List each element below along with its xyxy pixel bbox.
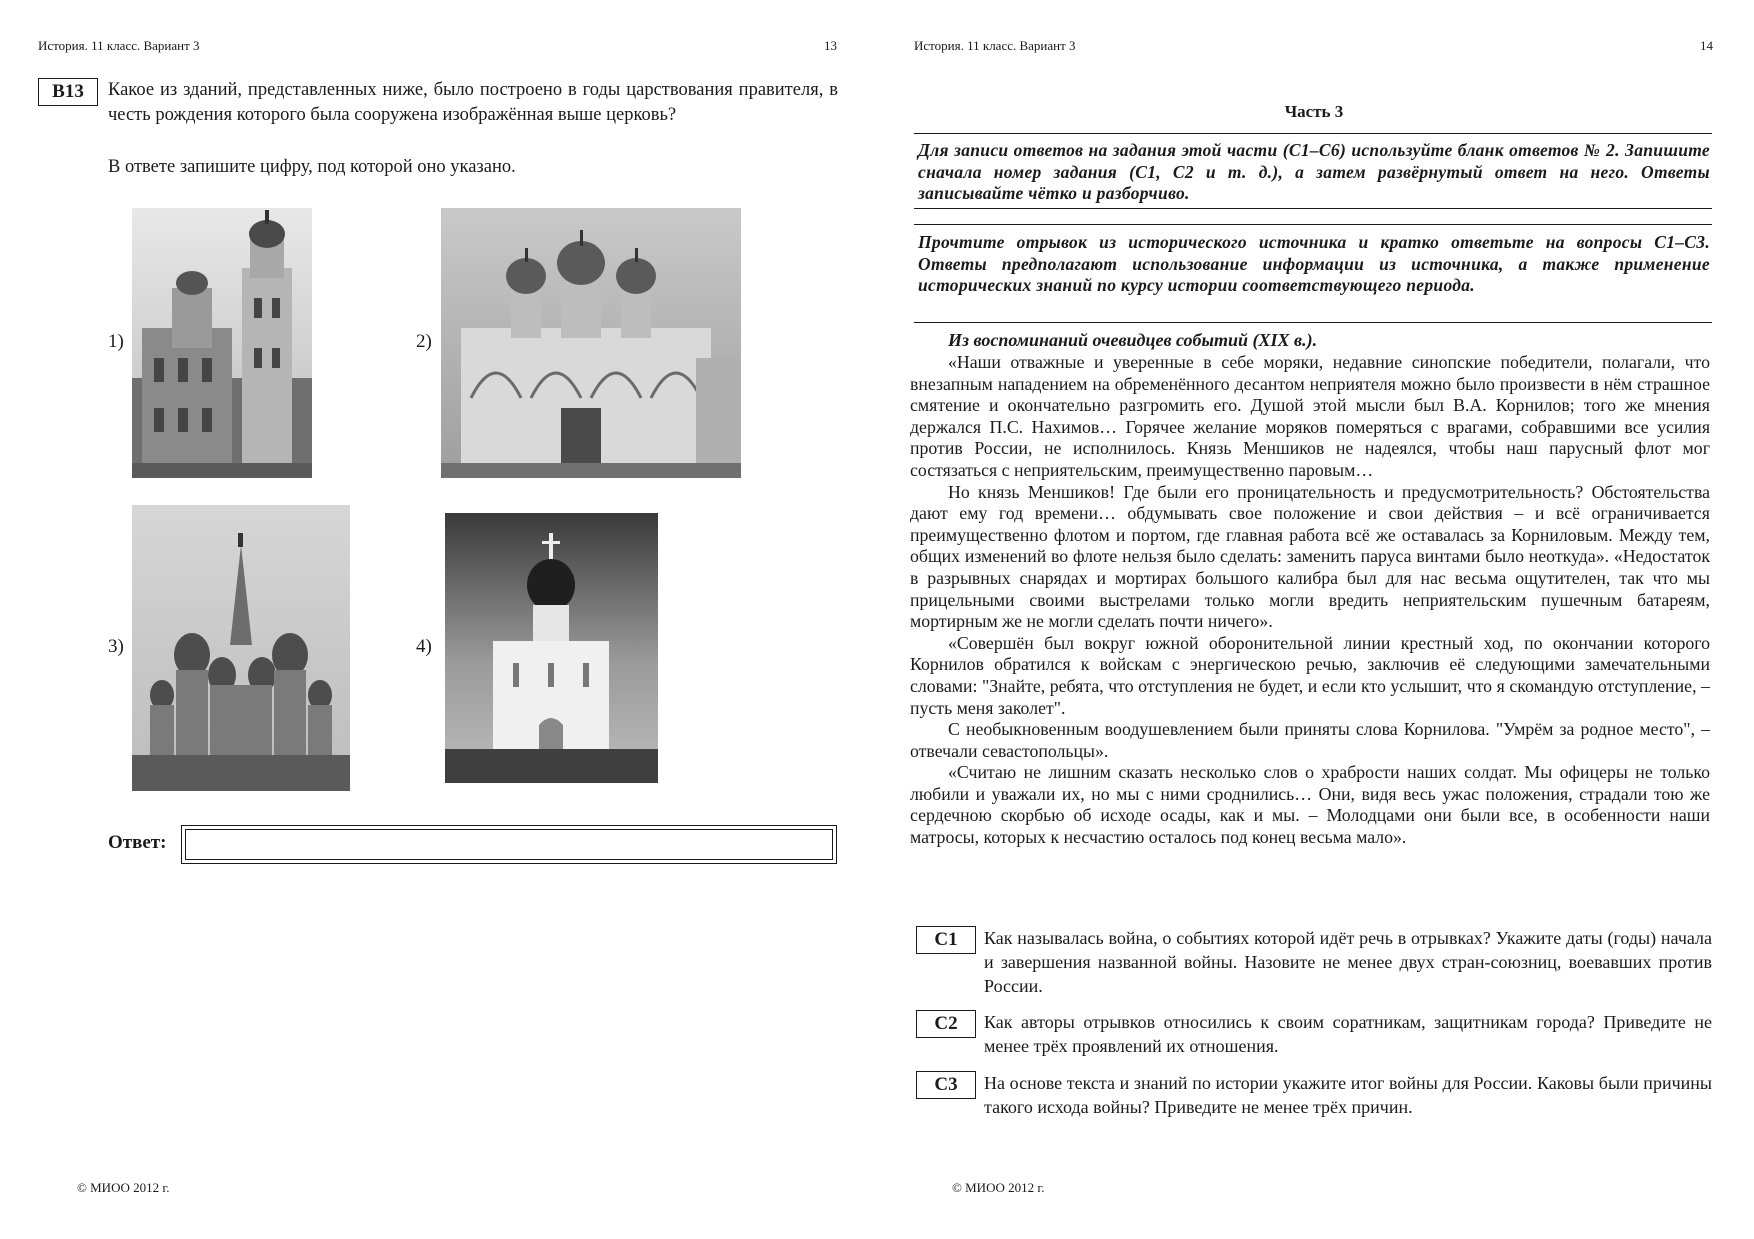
option-3-label: 3) <box>108 636 124 657</box>
question-c3-text: На основе текста и знаний по истории укажите итог войны для России. Каковы были причины такого исхода войны? Приведите не менее трёх причин. <box>984 1073 1712 1117</box>
answer-input-inner-border <box>185 829 833 860</box>
option-2-label: 2) <box>416 331 432 352</box>
church-of-intercession-on-nerl-photo <box>445 513 658 783</box>
question-c1-text: Как называлась война, о событиях которой идёт речь в отрывках? Укажите даты (годы) начала и завершения названной войны. Назовите не менее двух стран-союзниц, воевавших против России. <box>984 928 1712 996</box>
ivan-the-great-bell-tower-photo <box>132 208 312 478</box>
st-basils-cathedral-photo <box>132 505 350 791</box>
question-b13-instruction: В ответе запишите цифру, под которой оно указано. <box>108 157 516 177</box>
question-b13-text: Какое из зданий, представленных ниже, было построено в годы царствования правителя, в честь рождения которого была сооружена изображённая выше церковь? <box>108 80 838 125</box>
question-badge-c2: C2 <box>916 1010 976 1038</box>
option-4-label: 4) <box>416 636 432 657</box>
source-title: Из воспоминаний очевидцев событий (XIX в.). <box>948 330 1318 350</box>
left-page-footer: © МИОО 2012 г. <box>77 1180 170 1195</box>
question-badge-c1: C1 <box>916 926 976 954</box>
answer-label: Ответ: <box>108 832 167 853</box>
question-badge-b13: B13 <box>38 78 98 106</box>
instruction-2-top-rule <box>914 224 1712 225</box>
instruction-1-top-rule <box>914 133 1712 134</box>
option-1-label: 1) <box>108 331 124 352</box>
source-text <box>910 352 1710 849</box>
question-c2-text: Как авторы отрывков относились к своим соратникам, защитникам города? Приведите не менее трёх проявлений их отношения. <box>984 1012 1712 1056</box>
source-paragraph-1: «Наши отважные и уверенные в себе моряки, недавние синопские победители, полагали, что внезапным нападением на обременённого десантом неприятеля можно было произвести в нём страшное смятение и окончательно разгромить его. Душой этой мысли был В.А. Корнилов; того же мнения держался П.С. Нахимов… Горячее желание моряков померяться с врагами, собравшими все усилия против России, не исполнилось. Князь Меншиков не надеялся, чтобы наш парусный флот мог состязаться с неприятельским, преимущественно паровым… <box>910 352 1710 480</box>
source-paragraph-2: Но князь Меншиков! Где были его проницательность и предусмотрительность? Обстоятельства дают ему год времени… обдумывать свое положение и свои действия – и всё ограничивается преимущественно флотом и портом, где главная работа всё же оставалась за Корниловым. Между тем, общих изменений во флоте нельзя было сделать: заменить паруса винтами было неоткуда». «Недостаток в разрывных снарядах и мортирах большого калибра был для нас весьма ощутителен, так что мы прицельными своими выстрелами только могли вредить неприятельским пушечным батареям, мортирным же не могли сделать почти ничего». <box>910 481 1710 632</box>
right-page-header: История. 11 класс. Вариант 3 <box>914 38 1076 53</box>
left-page-header: История. 11 класс. Вариант 3 <box>38 38 200 53</box>
right-page-footer: © МИОО 2012 г. <box>952 1180 1045 1195</box>
left-page-number: 13 <box>824 38 837 53</box>
source-paragraph-4: С необыкновенным воодушевлением были приняты слова Корнилова. "Умрём за родное место", – отвечали севастопольцы». <box>910 719 1710 761</box>
right-page-number: 14 <box>1700 38 1713 53</box>
instruction-2-text: Прочтите отрывок из исторического источника и кратко ответьте на вопросы С1–С3. Ответы предполагают использование информации из источника, а также применение исторических знаний по курсу истории соответствующего периода. <box>918 232 1710 295</box>
assumption-cathedral-photo <box>441 208 741 478</box>
source-paragraph-5: «Считаю не лишним сказать несколько слов о храбрости наших солдат. Мы офицеры не только любили и уважали их, но мы с ними сроднились… Они, видя весь ужас положения, страдали тою же сердечною скорбью об исходе осады, как и мы. – Молодцами они были все, в особенности наши матросы, которых к несчастию осталось под конец весьма мало». <box>910 762 1710 848</box>
question-badge-c3: C3 <box>916 1071 976 1099</box>
instruction-2-bottom-rule <box>914 322 1712 323</box>
part-3-title: Часть 3 <box>1284 102 1344 121</box>
instruction-1-bottom-rule <box>914 208 1712 209</box>
instruction-1-text: Для записи ответов на задания этой части (С1–С6) используйте бланк ответов № 2. Запишите сначала номер задания (С1, С2 и т. д.), а затем развёрнутый ответ на него. Ответы записывайте чётко и разборчиво. <box>918 140 1710 203</box>
answer-input-box[interactable] <box>181 825 837 864</box>
source-paragraph-3: «Совершён был вокруг южной оборонительной линии крестный ход, по окончании которого Корнилов обратился к войскам с энергическою речью, заключив её следующими замечательными словами: "Знайте, ребята, что отступления не будет, и если кто услышит, что я скомандую отступление, – пусть меня заколет". <box>910 632 1710 718</box>
